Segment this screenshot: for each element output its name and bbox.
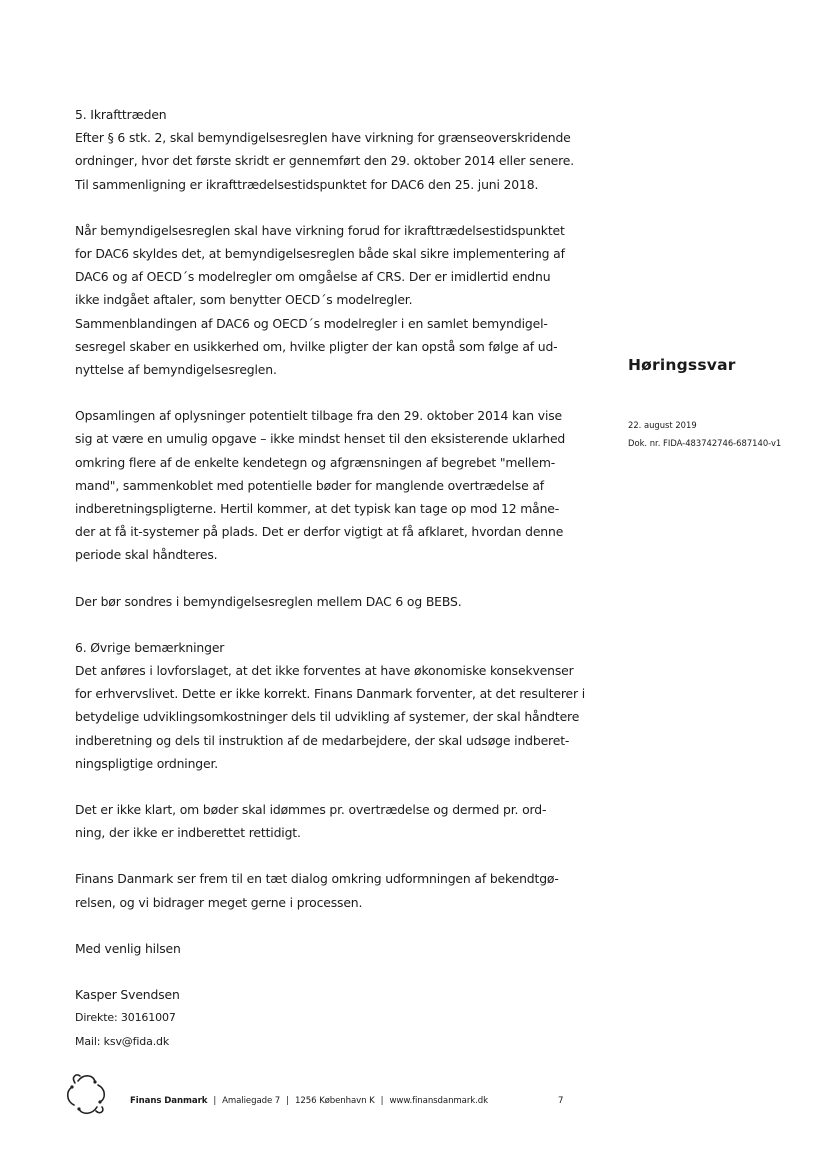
text-line: Til sammenligning er ikrafttrædelsestidspunktet for DAC6 den 25. juni 2018. — [75, 176, 539, 192]
footer-website-link[interactable]: www.finansdanmark.dk — [389, 1096, 489, 1106]
text-line: betydelige udviklingsomkostninger dels til udvikling af systemer, der skal håndtere — [75, 709, 580, 725]
text-line: Der bør sondres i bemyndigelsesreglen mellem DAC 6 og BEBS. — [75, 593, 462, 609]
text-line: indberetningspligterne. Hertil kommer, at det typisk kan tage op mod 12 måne- — [75, 501, 560, 517]
text-line: Med venlig hilsen — [75, 940, 181, 956]
text-line: Når bemyndigelsesreglen skal have virkning forud for ikrafttrædelsestidspunktet — [75, 222, 565, 238]
text-line: 5. Ikrafttræden — [75, 107, 167, 122]
text-line: ningspligtige ordninger. — [75, 755, 219, 771]
text-line: for erhvervslivet. Dette er ikke korrekt. Finans Danmark forventer, at det resulterer i — [75, 686, 586, 702]
page-number: 7 — [558, 1096, 564, 1106]
document-date: 22. august 2019 — [628, 420, 697, 430]
footer-address: Amaliegade 7 — [222, 1096, 281, 1106]
document-number: Dok. nr. FIDA-483742746-687140-v1 — [628, 438, 782, 448]
paragraph-spacer — [75, 196, 565, 219]
text-line: relsen, og vi bidrager meget gerne i processen. — [75, 894, 363, 910]
paragraph-spacer — [75, 613, 565, 636]
text-line: der at få it-systemer på plads. Det er derfor vigtigt at få afklaret, hvordan denne — [75, 524, 564, 540]
sidebar — [628, 356, 818, 452]
paragraph-spacer — [75, 960, 565, 983]
letter-body — [75, 103, 586, 1053]
paragraph-spacer — [75, 775, 565, 798]
text-line: 6. Øvrige bemærkninger — [75, 639, 225, 655]
page-footer — [0, 1066, 828, 1126]
text-line: DAC6 og af OECD´s modelregler om omgåelse af CRS. Der er imidlertid endnu — [75, 269, 551, 285]
text-line: Det anføres i lovforslaget, at det ikke forventes at have økonomiske konsekvenser — [75, 663, 574, 679]
text-line: Finans Danmark ser frem til en tæt dialog omkring udformningen af bekendtgø- — [75, 871, 559, 887]
text-line: ordninger, hvor det første skridt er gennemført den 29. oktober 2014 eller senere. — [75, 153, 575, 169]
paragraph-spacer — [75, 914, 565, 937]
footer-org-name: Finans Danmark — [130, 1096, 208, 1106]
text-line: indberetning og dels til instruktion af de medarbejdere, der skal udsøge indberet- — [75, 732, 570, 748]
signature-phone: Direkte: 30161007 — [75, 1011, 176, 1025]
paragraph-spacer — [75, 844, 565, 867]
signature-email: Mail: ksv@fida.dk — [75, 1034, 170, 1048]
text-line: omkring flere af de enkelte kendetegn og afgrænsningen af begrebet "mellem- — [75, 454, 556, 470]
footer-separator: | — [380, 1096, 384, 1106]
text-line: for DAC6 skyldes det, at bemyndigelsesreglen både skal sikre implementering af — [75, 246, 565, 262]
text-line: nyttelse af bemyndigelsesreglen. — [75, 362, 277, 378]
footer-separator: | — [286, 1096, 289, 1106]
text-line: Efter § 6 stk. 2, skal bemyndigelsesreglen have virkning for grænseoverskridende — [75, 130, 571, 146]
text-line: periode skal håndteres. — [75, 547, 218, 563]
text-line: Det er ikke klart, om bøder skal idømmes pr. overtrædelse og dermed pr. ord- — [75, 802, 547, 818]
text-line: sig at være en umulig opgave – ikke mindst henset til den eksisterende uklarhed — [75, 431, 566, 447]
footer-contact-line — [130, 1096, 488, 1106]
text-line: mand", sammenkoblet med potentielle bøder for manglende overtrædelse af — [75, 477, 544, 493]
finans-danmark-logo-icon — [62, 1071, 110, 1119]
text-line: ikke indgået aftaler, som benytter OECD´s modelregler. — [75, 292, 413, 308]
text-line: Kasper Svendsen — [75, 987, 180, 1003]
text-line: Sammenblandingen af DAC6 og OECD´s modelregler i en samlet bemyndigel- — [75, 315, 548, 331]
text-line: ning, der ikke er indberettet rettidigt. — [75, 825, 301, 841]
footer-city: 1256 København K — [294, 1096, 375, 1106]
footer-separator: | — [213, 1096, 217, 1106]
document-type-title: Høringssvar — [628, 356, 736, 374]
text-line: Opsamlingen af oplysninger potentielt tilbage fra den 29. oktober 2014 kan vise — [75, 408, 563, 424]
paragraph-spacer — [75, 381, 565, 404]
text-line: sesregel skaber en usikkerhed om, hvilke pligter der kan opstå som følge af ud- — [75, 338, 558, 354]
paragraph-spacer — [75, 567, 565, 590]
